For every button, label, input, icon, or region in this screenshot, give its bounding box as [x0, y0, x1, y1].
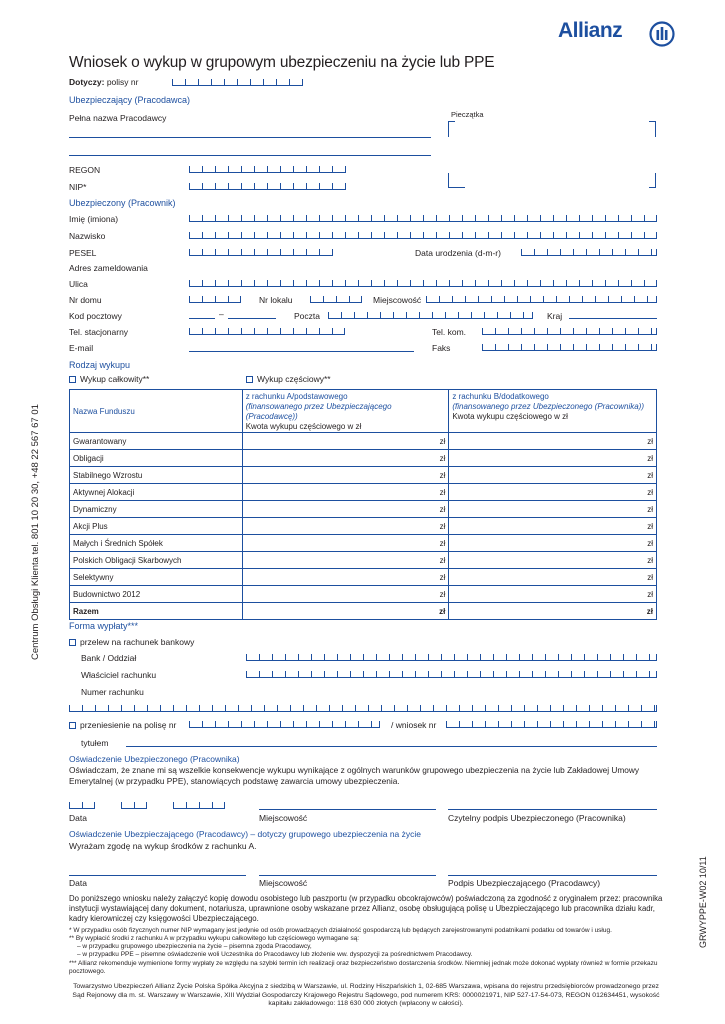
mobile-field[interactable] [482, 328, 657, 335]
funds-total-row [70, 603, 657, 620]
full-redemption-label: Wykup całkowity** [80, 374, 150, 384]
house-no-label: Nr domu [69, 295, 102, 305]
employer-date-label: Data [69, 878, 87, 888]
insured-section-heading: Ubezpieczony (Pracownik) [69, 198, 176, 208]
fund-row [70, 586, 657, 603]
fax-field[interactable] [482, 344, 657, 351]
partial-redemption-option[interactable] [246, 374, 331, 384]
account-b-amount-label: Kwota wykupu częściowego w zł [452, 412, 568, 421]
account-a-header [242, 390, 449, 433]
title-field[interactable] [126, 746, 657, 747]
insured-statement-heading: Oświadczenie Ubezpieczonego (Pracownika) [69, 754, 240, 764]
fund-amount-b[interactable]: zł [449, 484, 657, 501]
fund-amount-b[interactable]: zł [449, 501, 657, 518]
attachment-note: Do poniższego wniosku należy załączyć kopię dowodu osobistego lub paszportu (w przypadku obcokrajowców) poświadczoną za zgodność z oryginałem przez: pracownika instytucji wystawiającej dany dokument, notariusza, uprawnione osoby wskazane przez Allianz, osobę obsługującą polisę u Ubezpieczającego lub pracownika działu kadr, kadry kierowniczej czy księgowości Ubezpieczającego. [69, 894, 663, 923]
fund-amount-b[interactable]: zł [449, 552, 657, 569]
fund-amount-a[interactable]: zł [242, 467, 449, 484]
fund-amount-a[interactable]: zł [242, 535, 449, 552]
surname-label: Nazwisko [69, 231, 106, 241]
fund-name: Aktywnej Alokacji [70, 484, 243, 501]
title-label: tytułem [81, 738, 109, 748]
fund-row [70, 450, 657, 467]
account-a-amount-label: Kwota wykupu częściowego w zł [245, 422, 362, 431]
policy-number-field[interactable] [172, 79, 303, 86]
fund-amount-a[interactable]: zł [242, 586, 449, 603]
fund-row [70, 518, 657, 535]
fund-row [70, 535, 657, 552]
employer-statement-heading: Oświadczenie Ubezpieczającego (Pracodawcy) – dotyczy grupowego ubezpieczenia na życie [69, 829, 421, 839]
stamp-corner-tl [448, 121, 455, 137]
full-redemption-option[interactable] [69, 374, 149, 384]
email-label: E-mail [69, 343, 94, 353]
city-label: Miejscowość [373, 295, 422, 305]
employer-section-heading: Ubezpieczający (Pracodawca) [69, 95, 191, 105]
account-number-field[interactable] [69, 705, 657, 712]
fund-amount-b[interactable]: zł [449, 450, 657, 467]
account-b-title: z rachunku B/dodatkowego [452, 392, 549, 401]
policy-transfer-label: przeniesienie na polisę nr [80, 720, 177, 730]
birth-date-field[interactable] [521, 249, 657, 256]
fund-amount-a[interactable]: zł [242, 518, 449, 535]
bank-transfer-option[interactable] [69, 637, 194, 647]
fund-name: Gwarantowany [70, 433, 243, 450]
street-field[interactable] [189, 280, 657, 287]
fund-row [70, 433, 657, 450]
fax-label: Faks [432, 343, 451, 353]
allianz-eagle-icon [649, 21, 675, 47]
fund-amount-a[interactable]: zł [242, 433, 449, 450]
insured-place-field[interactable] [259, 809, 436, 810]
insured-signature-field[interactable] [448, 809, 657, 810]
post-office-label: Poczta [294, 311, 320, 321]
partial-redemption-checkbox[interactable] [246, 376, 253, 383]
total-label: Razem [70, 603, 243, 620]
fund-name: Polskich Obligacji Skarbowych [70, 552, 243, 569]
insured-statement-text: Oświadczam, że znane mi są wszelkie konsekwencje wykupu wynikające z ogólnych warunków grupowego ubezpieczenia na życie lub Zakładowej Umowy Emerytalnej (w przypadku PPE), stanowiących podstawę zawarcia umowy ubezpieczenia. [69, 765, 639, 786]
birth-date-label: Data urodzenia (d-m-r) [415, 248, 501, 258]
application-no-label: / wniosek nr [391, 720, 437, 730]
account-owner-label: Właściciel rachunku [81, 670, 157, 680]
application-no-field[interactable] [446, 721, 657, 728]
policy-transfer-field[interactable] [189, 721, 380, 728]
full-redemption-checkbox[interactable] [69, 376, 76, 383]
postal-field-1[interactable] [189, 318, 215, 319]
footnote-2: ** By wypłacić środki z rachunku A w przypadku wykupu całkowitego lub częściowego wymagane są: [69, 935, 360, 942]
footnote-1: * W przypadku osób fizycznych numer NIP wymagany jest jedynie od osób prowadzących działalność gospodarczą lub będących zarejestrowanymi podatnikami podatku od towarów i usług. [69, 927, 612, 934]
policy-transfer-option[interactable] [69, 720, 176, 730]
landline-field[interactable] [189, 328, 345, 335]
customer-service-contact: Centrum Obsługi Klienta tel. 801 10 20 30, +48 22 567 67 01 [30, 404, 41, 660]
postal-label: Kod pocztowy [69, 311, 122, 321]
footnote-2c: – w przypadku PPE – pisemne oświadczenie woli Uczestnika do Pracodawcy lub złożenie ww. dyspozycji za pośrednictwem Pracodawcy. [77, 951, 473, 958]
post-office-field[interactable] [328, 312, 533, 319]
page-title: Wniosek o wykup w grupowym ubezpieczeniu na życie lub PPE [69, 54, 495, 71]
landline-label: Tel. stacjonarny [69, 327, 129, 337]
fund-name: Budownictwo 2012 [70, 586, 243, 603]
mobile-label: Tel. kom. [432, 327, 467, 337]
total-amount-a[interactable]: zł [242, 603, 449, 620]
fund-name: Obligacji [70, 450, 243, 467]
employer-name-line-2[interactable] [69, 155, 431, 156]
fund-amount-b[interactable]: zł [449, 586, 657, 603]
bank-transfer-label: przelew na rachunek bankowy [80, 637, 195, 647]
insured-date-month[interactable] [121, 802, 147, 809]
funds-table [69, 389, 657, 620]
employer-full-name-label: Pełna nazwa Pracodawcy [69, 113, 167, 123]
stamp-corner-br [649, 173, 656, 188]
employer-signature-label: Podpis Ubezpieczającego (Pracodawcy) [448, 878, 601, 888]
fund-amount-b[interactable]: zł [449, 433, 657, 450]
city-field[interactable] [426, 296, 657, 303]
partial-redemption-label: Wykup częściowy** [257, 374, 331, 384]
total-amount-b[interactable]: zł [449, 603, 657, 620]
employer-signature-field[interactable] [448, 875, 657, 876]
account-b-header [449, 390, 657, 433]
fund-amount-a[interactable]: zł [242, 484, 449, 501]
insured-date-label: Data [69, 813, 87, 823]
fund-name: Dynamiczny [70, 501, 243, 518]
surname-field[interactable] [189, 232, 657, 239]
account-owner-field[interactable] [246, 671, 657, 678]
fund-amount-a[interactable]: zł [242, 552, 449, 569]
street-label: Ulica [69, 279, 88, 289]
employer-place-field[interactable] [259, 875, 436, 876]
payout-section-heading: Forma wypłaty*** [69, 621, 139, 631]
country-field[interactable] [569, 318, 657, 319]
account-b-subtitle: (finansowanego przez Ubezpieczonego (Pracownika)) [452, 402, 644, 411]
regon-field[interactable] [189, 166, 346, 173]
flat-no-label: Nr lokalu [259, 295, 293, 305]
account-a-title: z rachunku A/podstawowego [245, 392, 348, 401]
insured-date-year[interactable] [173, 802, 225, 809]
insured-place-label: Miejscowość [259, 813, 308, 823]
fund-amount-a[interactable]: zł [242, 450, 449, 467]
fund-amount-a[interactable]: zł [242, 569, 449, 586]
dotyczy-row [69, 77, 138, 87]
postal-dash: – [219, 309, 224, 319]
first-names-label: Imię (imiona) [69, 214, 119, 224]
bank-label: Bank / Oddział [81, 653, 137, 663]
fund-row [70, 501, 657, 518]
employer-name-line-1[interactable] [69, 137, 431, 138]
fund-amount-a[interactable]: zł [242, 501, 449, 518]
country-label: Kraj [547, 311, 563, 321]
policy-transfer-checkbox[interactable] [69, 722, 76, 729]
flat-no-field[interactable] [310, 296, 362, 303]
fund-row [70, 569, 657, 586]
dotyczy-value: polisy nr [106, 77, 139, 87]
insured-signature-label: Czytelny podpis Ubezpieczonego (Pracownika) [448, 813, 626, 823]
fund-amount-b[interactable]: zł [449, 569, 657, 586]
fund-amount-b[interactable]: zł [449, 535, 657, 552]
address-heading: Adres zameldowania [69, 263, 148, 273]
footnote-3: *** Allianz rekomenduje wymienione formy wypłaty ze względu na szybki termin ich realizacji oraz bezpieczeństwo dostarczenia środków. Niemniej jednak może dokonać wypłaty również w formie przekazu pocztowego. [69, 960, 658, 975]
pesel-label: PESEL [69, 248, 97, 258]
footnote-2b: – w przypadku grupowego ubezpieczenia na życie – pisemna zgoda Pracodawcy, [77, 943, 312, 950]
stamp-corner-tr [649, 121, 656, 137]
first-names-field[interactable] [189, 215, 657, 222]
house-no-field[interactable] [189, 296, 241, 303]
fund-row [70, 484, 657, 501]
funds-header-row [70, 390, 657, 433]
fund-amount-b[interactable]: zł [449, 518, 657, 535]
allianz-logo-text: Allianz [558, 19, 623, 42]
fund-row [70, 467, 657, 484]
form-code: GRWYPPE-W02 10/11 [698, 856, 708, 948]
redemption-section-heading: Rodzaj wykupu [69, 360, 131, 370]
postal-field-2[interactable] [228, 318, 276, 319]
nip-label: NIP* [69, 182, 87, 192]
employer-date-field[interactable] [69, 875, 246, 876]
nip-field[interactable] [189, 183, 346, 190]
account-number-label: Numer rachunku [81, 687, 144, 697]
employer-statement-text: Wyrażam zgodę na wykup środków z rachunku A. [69, 841, 257, 851]
account-a-subtitle: (finansowanego przez Ubezpieczającego (Pracodawcę)) [245, 402, 392, 421]
bank-transfer-checkbox[interactable] [69, 639, 76, 646]
fund-name: Stabilnego Wzrostu [70, 467, 243, 484]
dotyczy-label: Dotyczy: [69, 77, 105, 87]
stamp-corner-bl [448, 173, 465, 188]
regon-label: REGON [69, 165, 101, 175]
fund-row [70, 552, 657, 569]
fund-amount-b[interactable]: zł [449, 467, 657, 484]
company-info: Towarzystwo Ubezpieczeń Allianz Życie Polska Spółka Akcyjna z siedzibą w Warszawie, ul. Rodziny Hiszpańskich 1, 02-685 Warszawa, wpisana do rejestru przedsiębiorców prowadzonego przez Sąd Rejonowy dla m. st. Warszawy w Warszawie, XIII Wydział Gospodarczy Krajowego Rejestru Sądowego, pod numerem KRS: 0000021971, NIP 527-17-54-073, REGON 012634451, wysokość kapitału zakładowego: 118 630 000 złotych (wpłacony w całości). [72, 983, 660, 1008]
bank-field[interactable] [246, 654, 657, 661]
insured-date-day[interactable] [69, 802, 95, 809]
fund-name: Małych i Średnich Spółek [70, 535, 243, 552]
employer-place-label: Miejscowość [259, 878, 308, 888]
fund-name: Selektywny [70, 569, 243, 586]
email-field[interactable] [189, 351, 414, 352]
fund-name-header: Nazwa Funduszu [70, 390, 243, 433]
stamp-label: Pieczątka [451, 110, 484, 119]
fund-name: Akcji Plus [70, 518, 243, 535]
pesel-field[interactable] [189, 249, 333, 256]
